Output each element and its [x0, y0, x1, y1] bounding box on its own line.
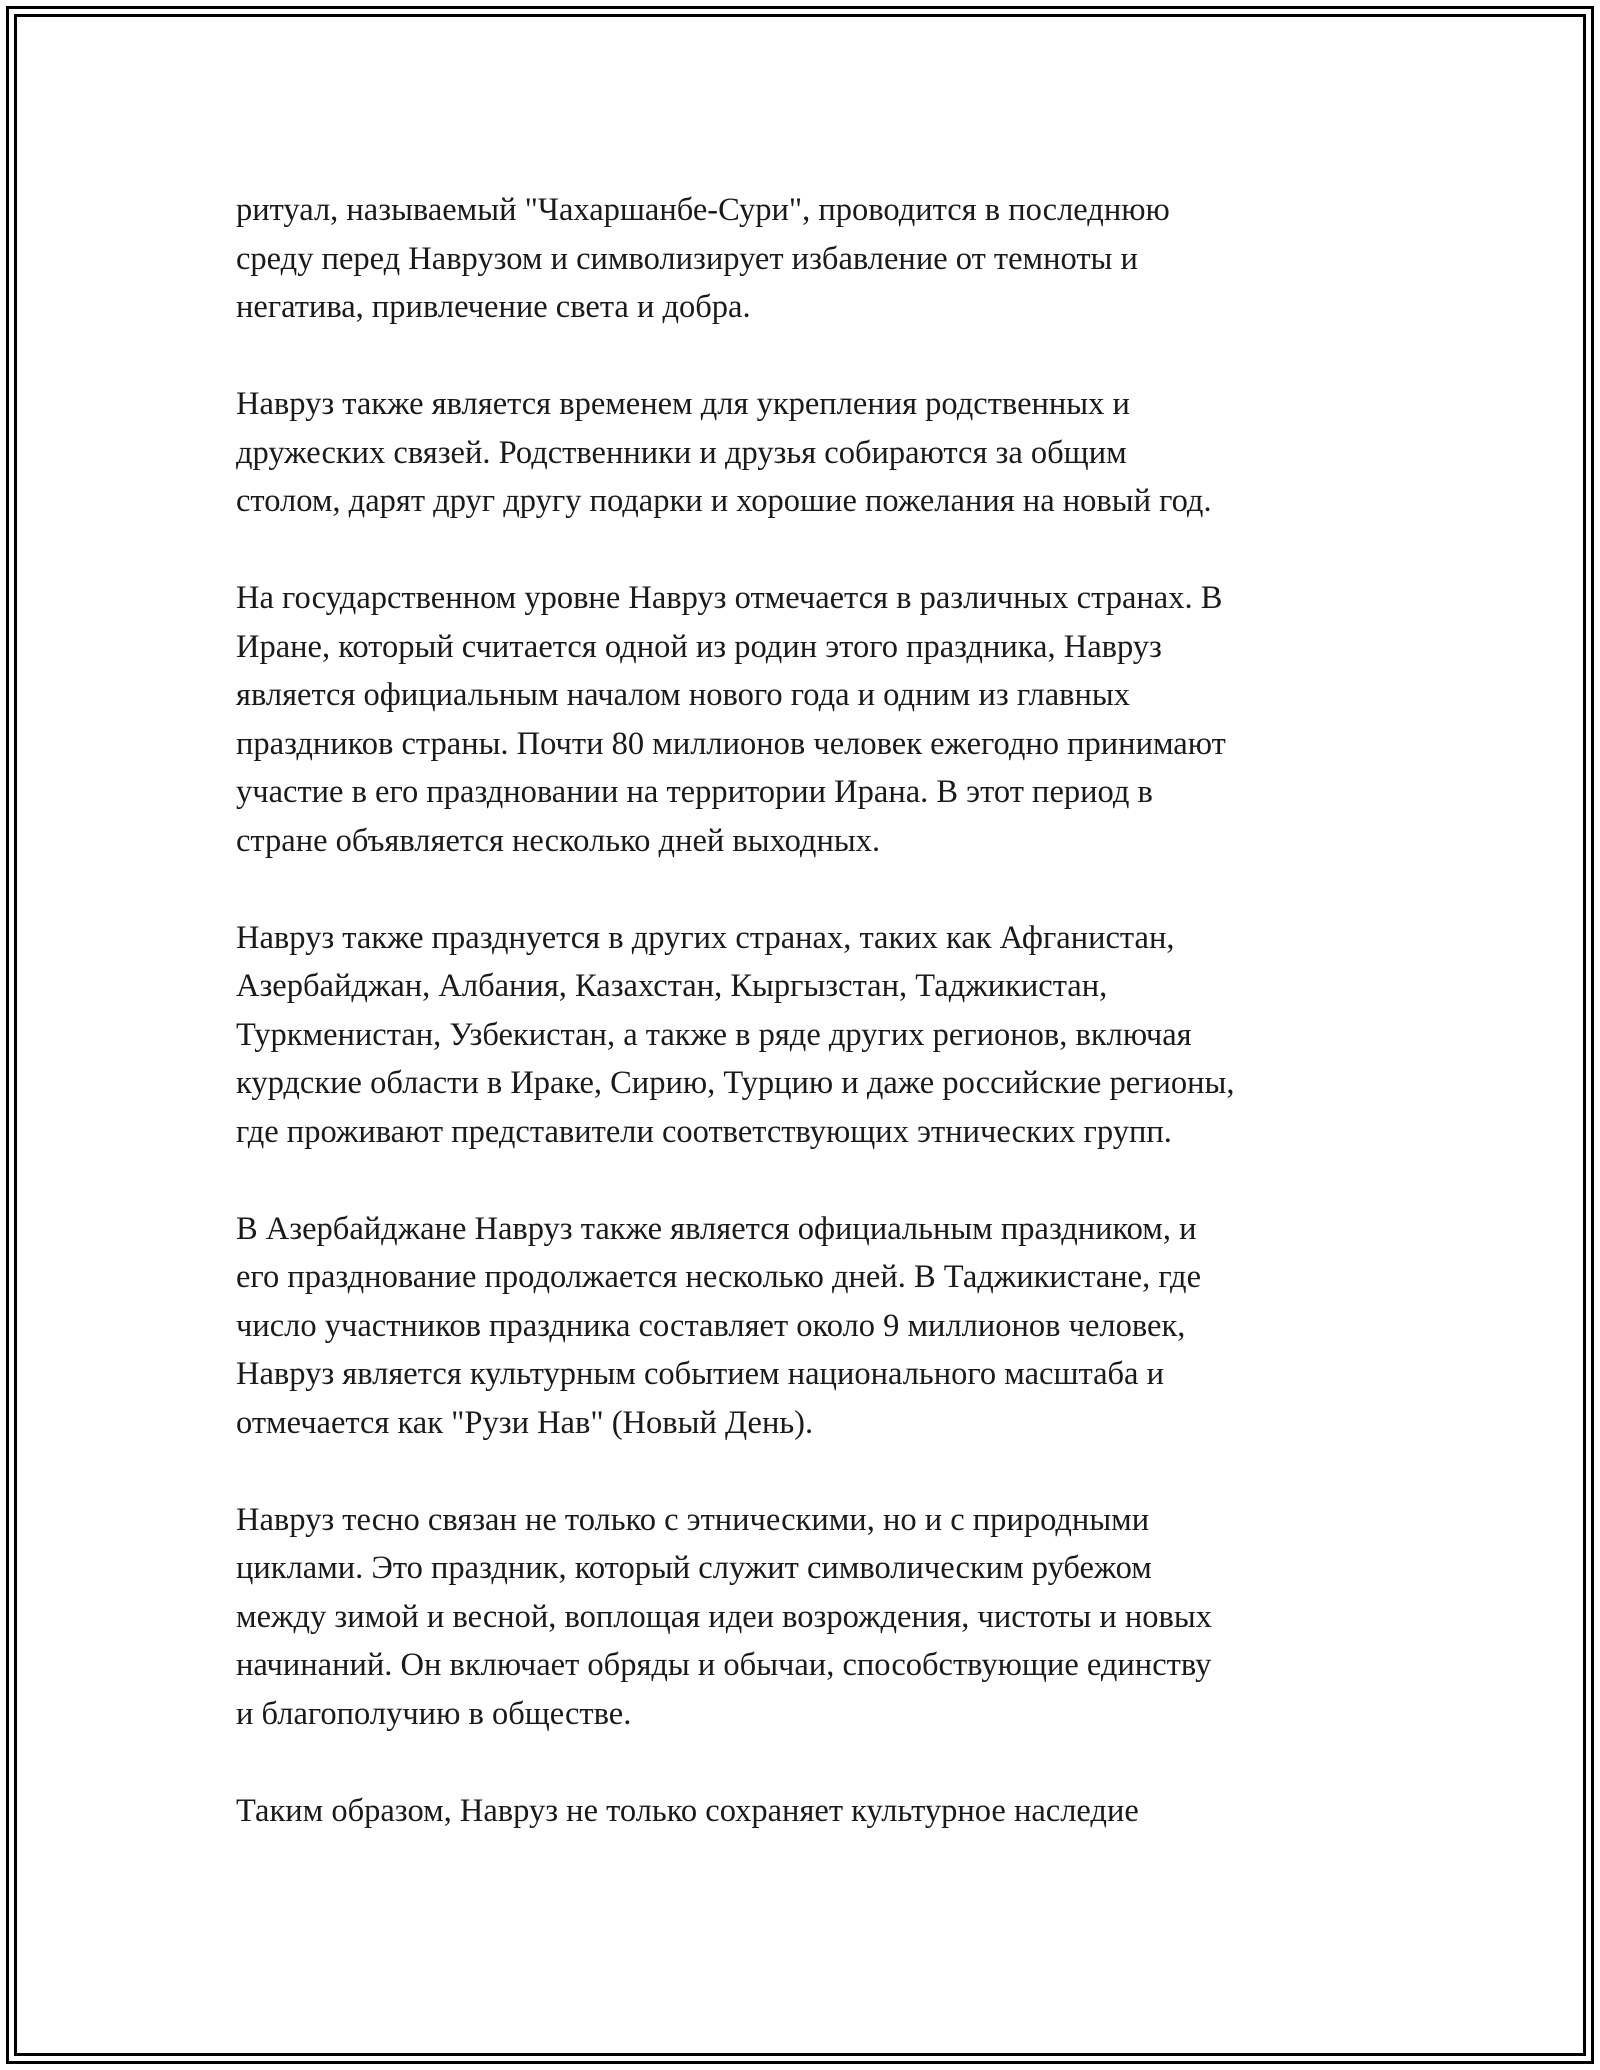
paragraph-conclusion: Таким образом, Навруз не только сохраняет культурное наследие	[236, 1792, 1139, 1829]
document-body	[236, 186, 1386, 1835]
paragraph-other-countries: Навруз также празднуется в других странах, таких как Афганистан, Азербайджан, Албания, Казахстан, Кыргызстан, Таджикистан, Туркменистан, Узбекистан, а также в ряде других регионов, включая курдские области в Ираке, Сирию, Турцию и даже российские регионы, где проживают представители соответствующих этнических групп.	[236, 919, 1235, 1150]
paragraph-family-ties: Навруз также является временем для укрепления родственных и дружеских связей. Родственники и друзья собираются за общим столом, дарят друг другу подарки и хорошие пожелания на новый год.	[236, 386, 1212, 519]
paragraph-natural-cycles: Навруз тесно связан не только с этническими, но и с природными циклами. Это праздник, который служит символическим рубежом между зимой и весной, воплощая идеи возрождения, чистоты и новых начинаний. Он включает обряды и обычаи, способствующие единству и благополучию в обществе.	[236, 1501, 1212, 1732]
paragraph-azerbaijan-tajikistan: В Азербайджане Навруз также является официальным праздником, и его празднование продолжается несколько дней. В Таджикистане, где число участников праздника составляет около 9 миллионов человек, Навруз является культурным событием национального масштаба и отмечается как "Рузи Нав" (Новый День).	[236, 1210, 1202, 1441]
paragraph-state-level-iran: На государственном уровне Навруз отмечается в различных странах. В Иране, который считается одной из родин этого праздника, Навруз является официальным началом нового года и одним из главных праздников страны. Почти 80 миллионов человек ежегодно принимают участие в его праздновании на территории Ирана. В этот период в стране объявляется несколько дней выходных.	[236, 580, 1226, 859]
paragraph-chaharshanbe-suri: ритуал, называемый "Чахаршанбе-Сури", проводится в последнюю среду перед Наврузом и символизирует избавление от темноты и негатива, привлечение света и добра.	[236, 192, 1170, 325]
